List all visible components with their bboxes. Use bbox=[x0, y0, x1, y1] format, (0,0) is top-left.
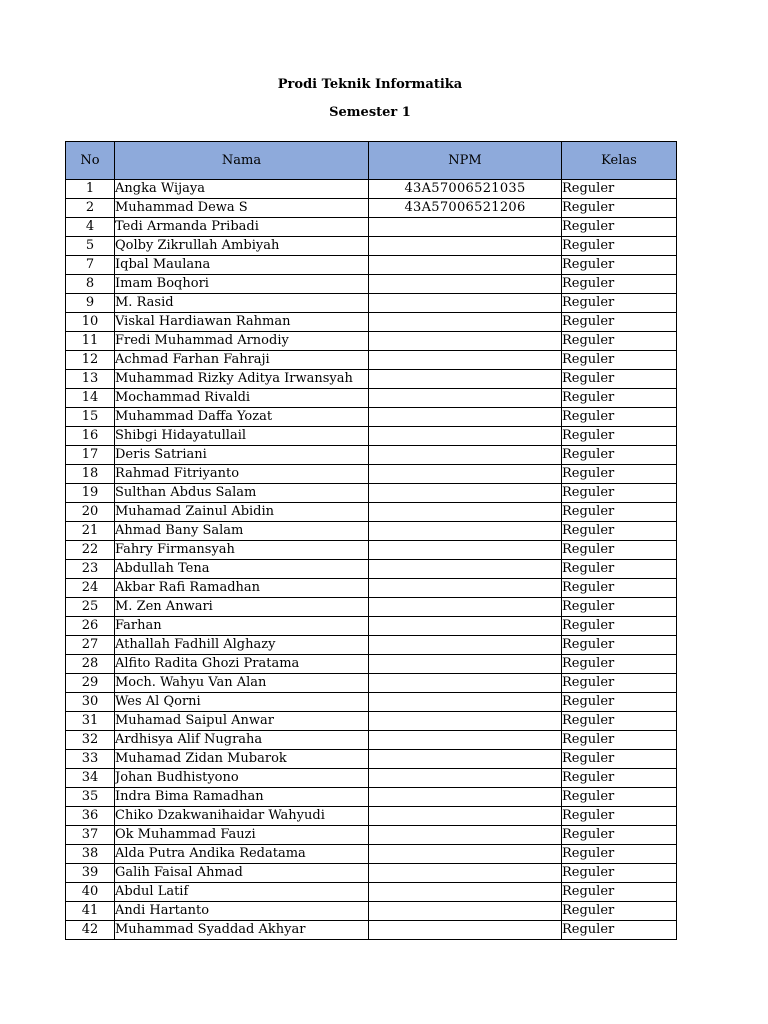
table-row bbox=[66, 921, 677, 940]
table-row bbox=[66, 864, 677, 883]
cell-nama: Muhammad Daffa Yozat bbox=[115, 408, 369, 427]
table-row bbox=[66, 826, 677, 845]
cell-npm bbox=[369, 370, 562, 389]
cell-nama: Akbar Rafi Ramadhan bbox=[115, 579, 369, 598]
cell-no: 42 bbox=[66, 921, 115, 940]
cell-kelas: Reguler bbox=[562, 826, 677, 845]
cell-npm bbox=[369, 446, 562, 465]
table-row bbox=[66, 655, 677, 674]
cell-nama: Johan Budhistyono bbox=[115, 769, 369, 788]
cell-no: 8 bbox=[66, 275, 115, 294]
cell-npm bbox=[369, 864, 562, 883]
cell-kelas: Reguler bbox=[562, 807, 677, 826]
cell-kelas: Reguler bbox=[562, 332, 677, 351]
cell-kelas: Reguler bbox=[562, 693, 677, 712]
cell-npm bbox=[369, 560, 562, 579]
table-row bbox=[66, 389, 677, 408]
table-row bbox=[66, 693, 677, 712]
cell-nama: Achmad Farhan Fahraji bbox=[115, 351, 369, 370]
table-row bbox=[66, 769, 677, 788]
cell-no: 30 bbox=[66, 693, 115, 712]
cell-npm bbox=[369, 408, 562, 427]
table-row bbox=[66, 351, 677, 370]
table-row bbox=[66, 560, 677, 579]
cell-npm bbox=[369, 465, 562, 484]
cell-nama: Shibgi Hidayatullail bbox=[115, 427, 369, 446]
cell-kelas: Reguler bbox=[562, 180, 677, 199]
table-row bbox=[66, 598, 677, 617]
cell-no: 36 bbox=[66, 807, 115, 826]
cell-nama: Qolby Zikrullah Ambiyah bbox=[115, 237, 369, 256]
cell-nama: Ok Muhammad Fauzi bbox=[115, 826, 369, 845]
cell-kelas: Reguler bbox=[562, 617, 677, 636]
cell-kelas: Reguler bbox=[562, 294, 677, 313]
table-row bbox=[66, 446, 677, 465]
cell-npm bbox=[369, 389, 562, 408]
table-row bbox=[66, 275, 677, 294]
table-row bbox=[66, 370, 677, 389]
document-subtitle: Semester 1 bbox=[329, 105, 411, 120]
cell-kelas: Reguler bbox=[562, 579, 677, 598]
cell-no: 28 bbox=[66, 655, 115, 674]
cell-no: 5 bbox=[66, 237, 115, 256]
cell-npm bbox=[369, 674, 562, 693]
header-no: No bbox=[66, 142, 115, 180]
cell-npm bbox=[369, 598, 562, 617]
cell-kelas: Reguler bbox=[562, 389, 677, 408]
cell-npm bbox=[369, 769, 562, 788]
header-nama: Nama bbox=[115, 142, 369, 180]
cell-npm bbox=[369, 902, 562, 921]
table-row bbox=[66, 294, 677, 313]
cell-npm bbox=[369, 256, 562, 275]
table-row bbox=[66, 313, 677, 332]
cell-no: 4 bbox=[66, 218, 115, 237]
cell-no: 23 bbox=[66, 560, 115, 579]
cell-nama: Ahmad Bany Salam bbox=[115, 522, 369, 541]
cell-npm: 43A57006521206 bbox=[369, 199, 562, 218]
cell-no: 19 bbox=[66, 484, 115, 503]
table-row bbox=[66, 332, 677, 351]
cell-no: 2 bbox=[66, 199, 115, 218]
cell-no: 24 bbox=[66, 579, 115, 598]
table-row bbox=[66, 218, 677, 237]
cell-npm bbox=[369, 503, 562, 522]
table-body bbox=[66, 180, 677, 940]
cell-nama: M. Rasid bbox=[115, 294, 369, 313]
cell-npm bbox=[369, 541, 562, 560]
cell-nama: Rahmad Fitriyanto bbox=[115, 465, 369, 484]
cell-no: 34 bbox=[66, 769, 115, 788]
table-row bbox=[66, 180, 677, 199]
cell-kelas: Reguler bbox=[562, 446, 677, 465]
cell-kelas: Reguler bbox=[562, 237, 677, 256]
cell-no: 41 bbox=[66, 902, 115, 921]
cell-no: 32 bbox=[66, 731, 115, 750]
cell-nama: Fahry Firmansyah bbox=[115, 541, 369, 560]
cell-kelas: Reguler bbox=[562, 864, 677, 883]
cell-no: 15 bbox=[66, 408, 115, 427]
cell-kelas: Reguler bbox=[562, 845, 677, 864]
cell-nama: Muhamad Zidan Mubarok bbox=[115, 750, 369, 769]
cell-nama: Muhammad Rizky Aditya Irwansyah bbox=[115, 370, 369, 389]
table-row bbox=[66, 503, 677, 522]
table-row bbox=[66, 807, 677, 826]
cell-nama: Fredi Muhammad Arnodiy bbox=[115, 332, 369, 351]
cell-no: 9 bbox=[66, 294, 115, 313]
table-row bbox=[66, 237, 677, 256]
cell-npm bbox=[369, 788, 562, 807]
cell-npm bbox=[369, 427, 562, 446]
table-row bbox=[66, 465, 677, 484]
cell-npm bbox=[369, 332, 562, 351]
cell-kelas: Reguler bbox=[562, 408, 677, 427]
cell-nama: Indra Bima Ramadhan bbox=[115, 788, 369, 807]
table-row bbox=[66, 712, 677, 731]
cell-no: 10 bbox=[66, 313, 115, 332]
cell-nama: Muhammad Dewa S bbox=[115, 199, 369, 218]
cell-npm bbox=[369, 655, 562, 674]
cell-kelas: Reguler bbox=[562, 218, 677, 237]
cell-no: 39 bbox=[66, 864, 115, 883]
cell-no: 29 bbox=[66, 674, 115, 693]
cell-kelas: Reguler bbox=[562, 427, 677, 446]
cell-kelas: Reguler bbox=[562, 731, 677, 750]
cell-kelas: Reguler bbox=[562, 370, 677, 389]
cell-npm bbox=[369, 845, 562, 864]
cell-npm bbox=[369, 484, 562, 503]
cell-kelas: Reguler bbox=[562, 921, 677, 940]
cell-kelas: Reguler bbox=[562, 750, 677, 769]
document-title: Prodi Teknik Informatika bbox=[277, 77, 463, 92]
cell-npm bbox=[369, 883, 562, 902]
cell-nama: Alfito Radita Ghozi Pratama bbox=[115, 655, 369, 674]
cell-npm bbox=[369, 218, 562, 237]
cell-kelas: Reguler bbox=[562, 769, 677, 788]
cell-no: 17 bbox=[66, 446, 115, 465]
cell-no: 31 bbox=[66, 712, 115, 731]
cell-npm bbox=[369, 826, 562, 845]
cell-nama: Ardhisya Alif Nugraha bbox=[115, 731, 369, 750]
cell-npm bbox=[369, 294, 562, 313]
table-row bbox=[66, 902, 677, 921]
cell-nama: Chiko Dzakwanihaidar Wahyudi bbox=[115, 807, 369, 826]
table-row bbox=[66, 522, 677, 541]
cell-nama: M. Zen Anwari bbox=[115, 598, 369, 617]
cell-nama: Muhamad Saipul Anwar bbox=[115, 712, 369, 731]
cell-npm bbox=[369, 275, 562, 294]
cell-npm bbox=[369, 617, 562, 636]
cell-nama: Wes Al Qorni bbox=[115, 693, 369, 712]
cell-no: 35 bbox=[66, 788, 115, 807]
cell-kelas: Reguler bbox=[562, 598, 677, 617]
table-row bbox=[66, 750, 677, 769]
cell-kelas: Reguler bbox=[562, 199, 677, 218]
cell-kelas: Reguler bbox=[562, 655, 677, 674]
table-row bbox=[66, 579, 677, 598]
table-header-row bbox=[66, 142, 677, 180]
cell-npm bbox=[369, 522, 562, 541]
cell-nama: Sulthan Abdus Salam bbox=[115, 484, 369, 503]
cell-no: 38 bbox=[66, 845, 115, 864]
cell-npm bbox=[369, 313, 562, 332]
cell-kelas: Reguler bbox=[562, 351, 677, 370]
cell-kelas: Reguler bbox=[562, 788, 677, 807]
cell-no: 37 bbox=[66, 826, 115, 845]
cell-kelas: Reguler bbox=[562, 256, 677, 275]
cell-nama: Mochammad Rivaldi bbox=[115, 389, 369, 408]
cell-npm bbox=[369, 807, 562, 826]
cell-no: 13 bbox=[66, 370, 115, 389]
cell-no: 33 bbox=[66, 750, 115, 769]
cell-kelas: Reguler bbox=[562, 503, 677, 522]
table-row bbox=[66, 788, 677, 807]
cell-nama: Moch. Wahyu Van Alan bbox=[115, 674, 369, 693]
cell-kelas: Reguler bbox=[562, 902, 677, 921]
cell-npm bbox=[369, 351, 562, 370]
cell-nama: Angka Wijaya bbox=[115, 180, 369, 199]
cell-npm: 43A57006521035 bbox=[369, 180, 562, 199]
cell-no: 22 bbox=[66, 541, 115, 560]
header-kelas: Kelas bbox=[562, 142, 677, 180]
cell-kelas: Reguler bbox=[562, 674, 677, 693]
table-row bbox=[66, 883, 677, 902]
cell-npm bbox=[369, 237, 562, 256]
cell-kelas: Reguler bbox=[562, 712, 677, 731]
table-row bbox=[66, 845, 677, 864]
cell-npm bbox=[369, 750, 562, 769]
table-row bbox=[66, 256, 677, 275]
cell-no: 26 bbox=[66, 617, 115, 636]
cell-npm bbox=[369, 636, 562, 655]
header-npm: NPM bbox=[369, 142, 562, 180]
cell-nama: Deris Satriani bbox=[115, 446, 369, 465]
table-row bbox=[66, 199, 677, 218]
cell-kelas: Reguler bbox=[562, 541, 677, 560]
cell-no: 18 bbox=[66, 465, 115, 484]
table-row bbox=[66, 617, 677, 636]
cell-no: 7 bbox=[66, 256, 115, 275]
cell-nama: Abdullah Tena bbox=[115, 560, 369, 579]
cell-npm bbox=[369, 921, 562, 940]
table-row bbox=[66, 674, 677, 693]
cell-nama: Farhan bbox=[115, 617, 369, 636]
cell-nama: Imam Boqhori bbox=[115, 275, 369, 294]
cell-nama: Viskal Hardiawan Rahman bbox=[115, 313, 369, 332]
cell-kelas: Reguler bbox=[562, 636, 677, 655]
table-row bbox=[66, 484, 677, 503]
table-row bbox=[66, 427, 677, 446]
cell-nama: Andi Hartanto bbox=[115, 902, 369, 921]
cell-kelas: Reguler bbox=[562, 883, 677, 902]
student-table bbox=[65, 141, 677, 940]
cell-nama: Muhammad Syaddad Akhyar bbox=[115, 921, 369, 940]
cell-kelas: Reguler bbox=[562, 560, 677, 579]
cell-no: 20 bbox=[66, 503, 115, 522]
cell-nama: Tedi Armanda Pribadi bbox=[115, 218, 369, 237]
cell-no: 25 bbox=[66, 598, 115, 617]
cell-no: 40 bbox=[66, 883, 115, 902]
cell-no: 21 bbox=[66, 522, 115, 541]
cell-no: 16 bbox=[66, 427, 115, 446]
cell-kelas: Reguler bbox=[562, 522, 677, 541]
cell-kelas: Reguler bbox=[562, 484, 677, 503]
cell-npm bbox=[369, 712, 562, 731]
cell-nama: Alda Putra Andika Redatama bbox=[115, 845, 369, 864]
table-row bbox=[66, 541, 677, 560]
table-row bbox=[66, 408, 677, 427]
cell-kelas: Reguler bbox=[562, 275, 677, 294]
cell-no: 1 bbox=[66, 180, 115, 199]
cell-nama: Galih Faisal Ahmad bbox=[115, 864, 369, 883]
cell-no: 27 bbox=[66, 636, 115, 655]
cell-kelas: Reguler bbox=[562, 465, 677, 484]
cell-no: 14 bbox=[66, 389, 115, 408]
cell-no: 12 bbox=[66, 351, 115, 370]
cell-npm bbox=[369, 579, 562, 598]
table-row bbox=[66, 731, 677, 750]
cell-kelas: Reguler bbox=[562, 313, 677, 332]
cell-npm bbox=[369, 731, 562, 750]
cell-npm bbox=[369, 693, 562, 712]
cell-nama: Iqbal Maulana bbox=[115, 256, 369, 275]
cell-no: 11 bbox=[66, 332, 115, 351]
table-row bbox=[66, 636, 677, 655]
cell-nama: Muhamad Zainul Abidin bbox=[115, 503, 369, 522]
cell-nama: Athallah Fadhill Alghazy bbox=[115, 636, 369, 655]
cell-nama: Abdul Latif bbox=[115, 883, 369, 902]
